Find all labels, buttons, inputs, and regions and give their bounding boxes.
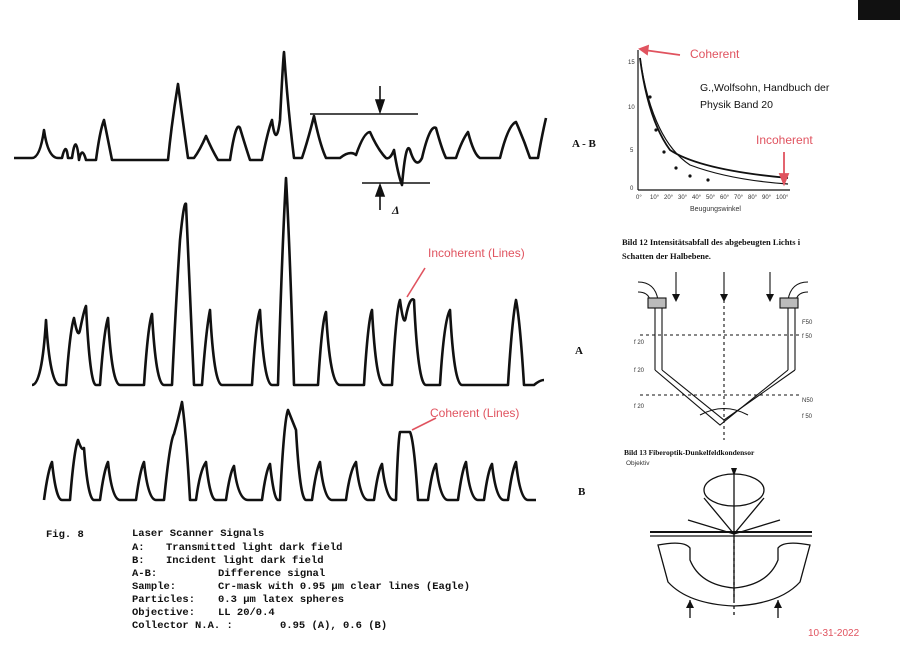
f-label-right: F50 <box>802 320 813 326</box>
bild12-caption-1: Bild 12 Intensitätsabfall des abgebeugten Lichts i <box>622 237 801 247</box>
caption-key: Objective: <box>132 607 196 619</box>
x-tick: 20° <box>664 195 674 201</box>
x-tick: 50° <box>706 195 716 201</box>
f-label-right: N50 <box>802 398 814 404</box>
label-a-minus-b: A - B <box>572 138 596 150</box>
f-label-right: f 50 <box>802 414 813 420</box>
bild12-caption-2: Schatten der Halbebene. <box>622 251 711 261</box>
caption-value: Transmitted light dark field <box>166 542 343 554</box>
annotation-incoherent: Incoherent <box>756 133 813 147</box>
label-b: B <box>578 486 586 498</box>
reference-line-2: Physik Band 20 <box>700 99 773 111</box>
caption-key: A-B: <box>132 568 158 580</box>
y-tick: 5 <box>630 148 634 154</box>
caption-key: A: <box>132 542 145 554</box>
x-tick: 30° <box>678 195 688 201</box>
x-tick: 80° <box>748 195 758 201</box>
caption-value: Difference signal <box>218 568 326 580</box>
x-tick: 70° <box>734 195 744 201</box>
bild13-caption: Bild 13 Fiberoptik-Dunkelfeldkondensor <box>624 448 755 457</box>
annotation-coherent: Coherent <box>690 47 740 61</box>
caption-value: Cr-mask with 0.95 µm clear lines (Eagle) <box>218 581 471 593</box>
label-a: A <box>575 345 583 357</box>
x-tick: 0° <box>636 195 642 201</box>
caption-key: Particles: <box>132 594 196 606</box>
caption-key: Collector N.A. : <box>132 620 233 632</box>
date-stamp: 10-31-2022 <box>808 628 860 639</box>
caption-title: Laser Scanner Signals <box>132 528 265 540</box>
y-tick: 0 <box>630 186 634 192</box>
f-label-left: f 20 <box>634 368 645 374</box>
f-label-left: f 20 <box>634 340 645 346</box>
y-tick: 10 <box>628 105 635 111</box>
y-tick: 15 <box>628 60 635 66</box>
bild13-subcaption: Objektiv <box>626 460 650 467</box>
f-label-right: f 50 <box>802 334 813 340</box>
caption-value: LL 20/0.4 <box>218 607 275 619</box>
caption-key: B: <box>132 555 145 567</box>
x-tick: 10° <box>650 195 660 201</box>
x-tick: 100° <box>776 195 789 201</box>
caption-value: Incident light dark field <box>166 555 324 567</box>
caption-value: 0.3 µm latex spheres <box>218 594 345 606</box>
x-tick: 40° <box>692 195 702 201</box>
x-tick: 90° <box>762 195 772 201</box>
annotation-coherent-lines: Coherent (Lines) <box>430 406 520 420</box>
annotation-incoherent-lines: Incoherent (Lines) <box>428 246 525 260</box>
x-tick: 60° <box>720 195 730 201</box>
label-delta: Δ <box>392 203 400 217</box>
f-label-left: f 20 <box>634 404 645 410</box>
fig-label: Fig. 8 <box>46 529 84 541</box>
caption-key: Sample: <box>132 581 177 593</box>
caption-value: 0.95 (A), 0.6 (B) <box>280 620 388 632</box>
reference-line-1: G.,Wolfsohn, Handbuch der <box>700 82 830 94</box>
x-axis-label: Beugungswinkel <box>690 206 741 213</box>
